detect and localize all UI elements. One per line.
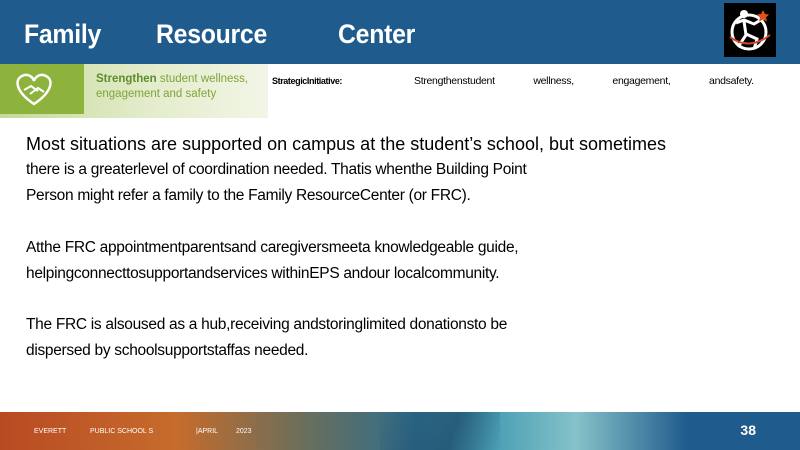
initiative-value: Strengthenstudent wellness, engagement, andsafety. bbox=[414, 75, 754, 87]
paragraph-2-line-1: Atthe FRC appointmentparentsand caregiversmeeta knowledgeable guide, bbox=[26, 239, 519, 256]
district-logo-icon bbox=[724, 3, 776, 57]
footer-month: |APRIL bbox=[196, 428, 219, 435]
footer-schools: PUBLIC SCHOOL S bbox=[90, 428, 154, 435]
initiative-label: StrategicInitiative: bbox=[272, 76, 343, 86]
paragraph-2-line-2: helpingconnecttosupportandservices withinEPS andour localcommunity. bbox=[26, 265, 500, 282]
paragraph-3 bbox=[26, 312, 507, 364]
initiative-slogan bbox=[96, 72, 266, 102]
footer-district: EVERETT bbox=[34, 428, 67, 435]
paragraph-1-line-2: Person might refer a family to the Family ResourceCenter (or FRC). bbox=[26, 187, 471, 204]
page-number: 38 bbox=[740, 422, 756, 438]
footer-bar bbox=[0, 412, 800, 450]
lead-sentence: Most situations are supported on campus at the student’s school, but sometimes bbox=[26, 134, 667, 154]
heart-hands-icon bbox=[0, 64, 84, 114]
paragraph-3-line-1: The FRC is alsoused as a hub,receiving andstoringlimited donationsto be bbox=[26, 316, 508, 333]
title-word-2: Resource bbox=[156, 19, 268, 49]
initiative-strip bbox=[0, 64, 800, 118]
initiative-banner bbox=[0, 64, 268, 118]
title-word-3: Center bbox=[338, 19, 416, 49]
initiative-slogan-bold: Strengthen bbox=[96, 73, 157, 85]
initiative-slogan-rest: student wellness, engagement and safety bbox=[96, 73, 249, 100]
title-bar bbox=[0, 0, 800, 64]
title-word-1: Family bbox=[24, 19, 102, 49]
footer-year: 2023 bbox=[236, 428, 252, 435]
paragraph-1 bbox=[26, 157, 527, 209]
paragraph-3-line-2: dispersed by schoolsupportstaffas needed. bbox=[26, 342, 309, 359]
paragraph-1-line-1: there is a greaterlevel of coordination needed. Thatis whenthe Building Point bbox=[26, 161, 527, 178]
paragraph-2 bbox=[26, 235, 518, 287]
